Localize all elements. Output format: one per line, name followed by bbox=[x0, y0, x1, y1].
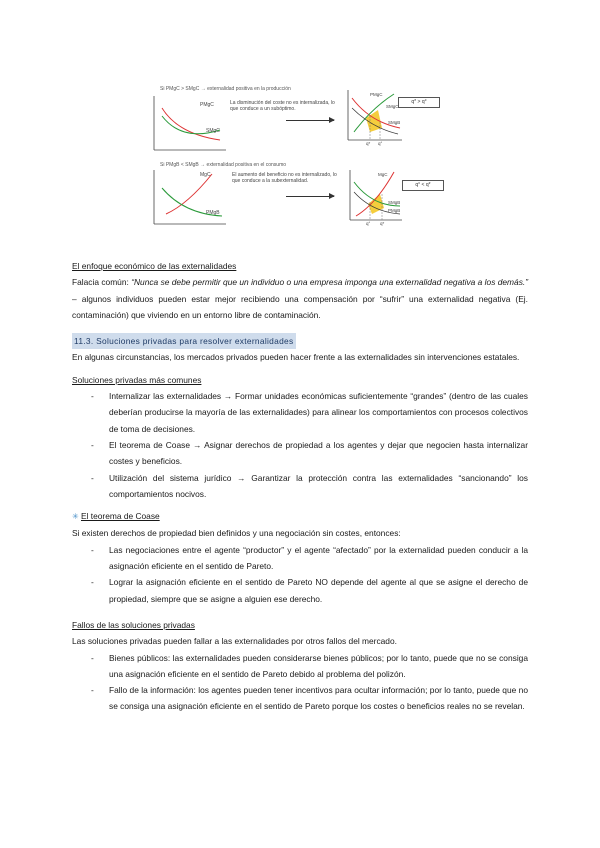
list-item: - Fallo de la información: los agentes pueden tener incentivos para ocultar información; por lo tanto, puede que no se consiga una asignación eficiente en el sentido de Pareto porque los costes o beneficios reales no se revelan. bbox=[91, 685, 528, 712]
fallos-intro: Las soluciones privadas pueden fallar a las externalidades por otros fallos del mercado. bbox=[72, 636, 397, 647]
list-item: - Bienes públicos: las externalidades pueden considerarse bienes públicos; por lo tanto, puede que no se consiga una asignación eficiente en el sentido de Pareto debido al problema del polizón. bbox=[91, 652, 528, 679]
top-figure-caption: Si PMgC > SMgC → externalidad positiva en la producción bbox=[160, 86, 291, 92]
svg-text:q*: q* bbox=[380, 221, 385, 226]
bottom-right-graph bbox=[342, 168, 404, 226]
list-item: - Lograr la asignación eficiente en el sentido de Pareto NO depende del agente al que se asigne el derecho de propiedad, siempre que se asigne a alguien ese derecho. bbox=[91, 577, 528, 604]
top-right-graph bbox=[342, 88, 404, 146]
sparkle-icon: ✳ bbox=[72, 512, 79, 522]
document-body bbox=[72, 258, 528, 715]
label-pmgb: PMgB bbox=[206, 210, 220, 216]
top-result-box: q* > q° bbox=[398, 97, 440, 108]
svg-text:q°: q° bbox=[378, 141, 383, 146]
list-item: - Utilización del sistema jurídico → Garantizar la protección contra las externalidades “sancionando” los comportamientos nocivos. bbox=[91, 472, 528, 499]
section-intro: En algunas circunstancias, los mercados privados pueden hacer frente a las externalidades sin intervenciones estatales. bbox=[72, 352, 520, 363]
coase-heading-row bbox=[72, 508, 528, 525]
fallos-heading: Fallos de las soluciones privadas bbox=[72, 619, 195, 630]
svg-text:SMgB: SMgB bbox=[388, 120, 401, 125]
top-left-graph bbox=[148, 94, 228, 154]
svg-text:PMgB: PMgB bbox=[388, 208, 401, 213]
bottom-left-graph bbox=[148, 168, 228, 228]
svg-text:PMgC: PMgC bbox=[370, 92, 383, 97]
svg-text:SMgC: SMgC bbox=[386, 104, 399, 109]
coase-heading: El teorema de Coase bbox=[81, 511, 160, 522]
list-item: - Internalizar las externalidades → Formar unidades económicas suficientemente “grandes” (dentro de las cuales deberían producirse la mayoría de las externalidades) para alinear los comportamientos con procesos colectivos de toma de decisiones. bbox=[91, 391, 528, 434]
enfoque-paragraph: Falacia común: “Nunca se debe permitir que un individuo o una empresa imponga una externalidad negativa a los demás.” – algunos individuos pueden estar mejor recibiendo una compensación por “sufrir” una externalidad negativa (Ej. contaminación) que viviendo en un entorno libre de contaminación. bbox=[72, 277, 528, 320]
label-mgc: MgC bbox=[200, 172, 211, 178]
comunes-heading: Soluciones privadas más comunes bbox=[72, 374, 202, 385]
list-item: - Las negociaciones entre el agente “productor” y el agente “afectado” por la externalidad pueden conducir a la asignación eficiente en el sentido de Pareto. bbox=[91, 544, 528, 572]
bottom-figure-note: El aumento del beneficio no es internalizado, lo que conduce a la subexternalidad. bbox=[232, 172, 337, 184]
svg-text:q*: q* bbox=[366, 141, 371, 146]
coase-intro: Si existen derechos de propiedad bien definidos y una negociación sin costes, entonces: bbox=[72, 528, 401, 539]
top-arrow-icon bbox=[286, 120, 334, 121]
section-title: 11.3. Soluciones privadas para resolver externalidades bbox=[72, 333, 296, 349]
svg-text:SMgB: SMgB bbox=[388, 200, 401, 205]
svg-text:MgC: MgC bbox=[378, 172, 388, 177]
top-figure-note: La disminución del coste no es internalizada, lo que conduce a un subóptimo. bbox=[230, 100, 335, 112]
enfoque-heading: El enfoque económico de las externalidades bbox=[72, 261, 237, 271]
bottom-figure-caption: Si PMgB < SMgB → externalidad positiva en el consumo bbox=[160, 162, 287, 168]
label-smgc: SMgC bbox=[206, 128, 220, 134]
bottom-result-box: q° < q* bbox=[402, 180, 444, 191]
list-item: - El teorema de Coase → Asignar derechos de propiedad a los agentes y dejar que negocien hasta internalizar costes y beneficios. bbox=[91, 439, 528, 467]
label-pmgc: PMgC bbox=[200, 102, 214, 108]
bottom-arrow-icon bbox=[286, 196, 334, 197]
svg-text:q°: q° bbox=[366, 221, 371, 226]
